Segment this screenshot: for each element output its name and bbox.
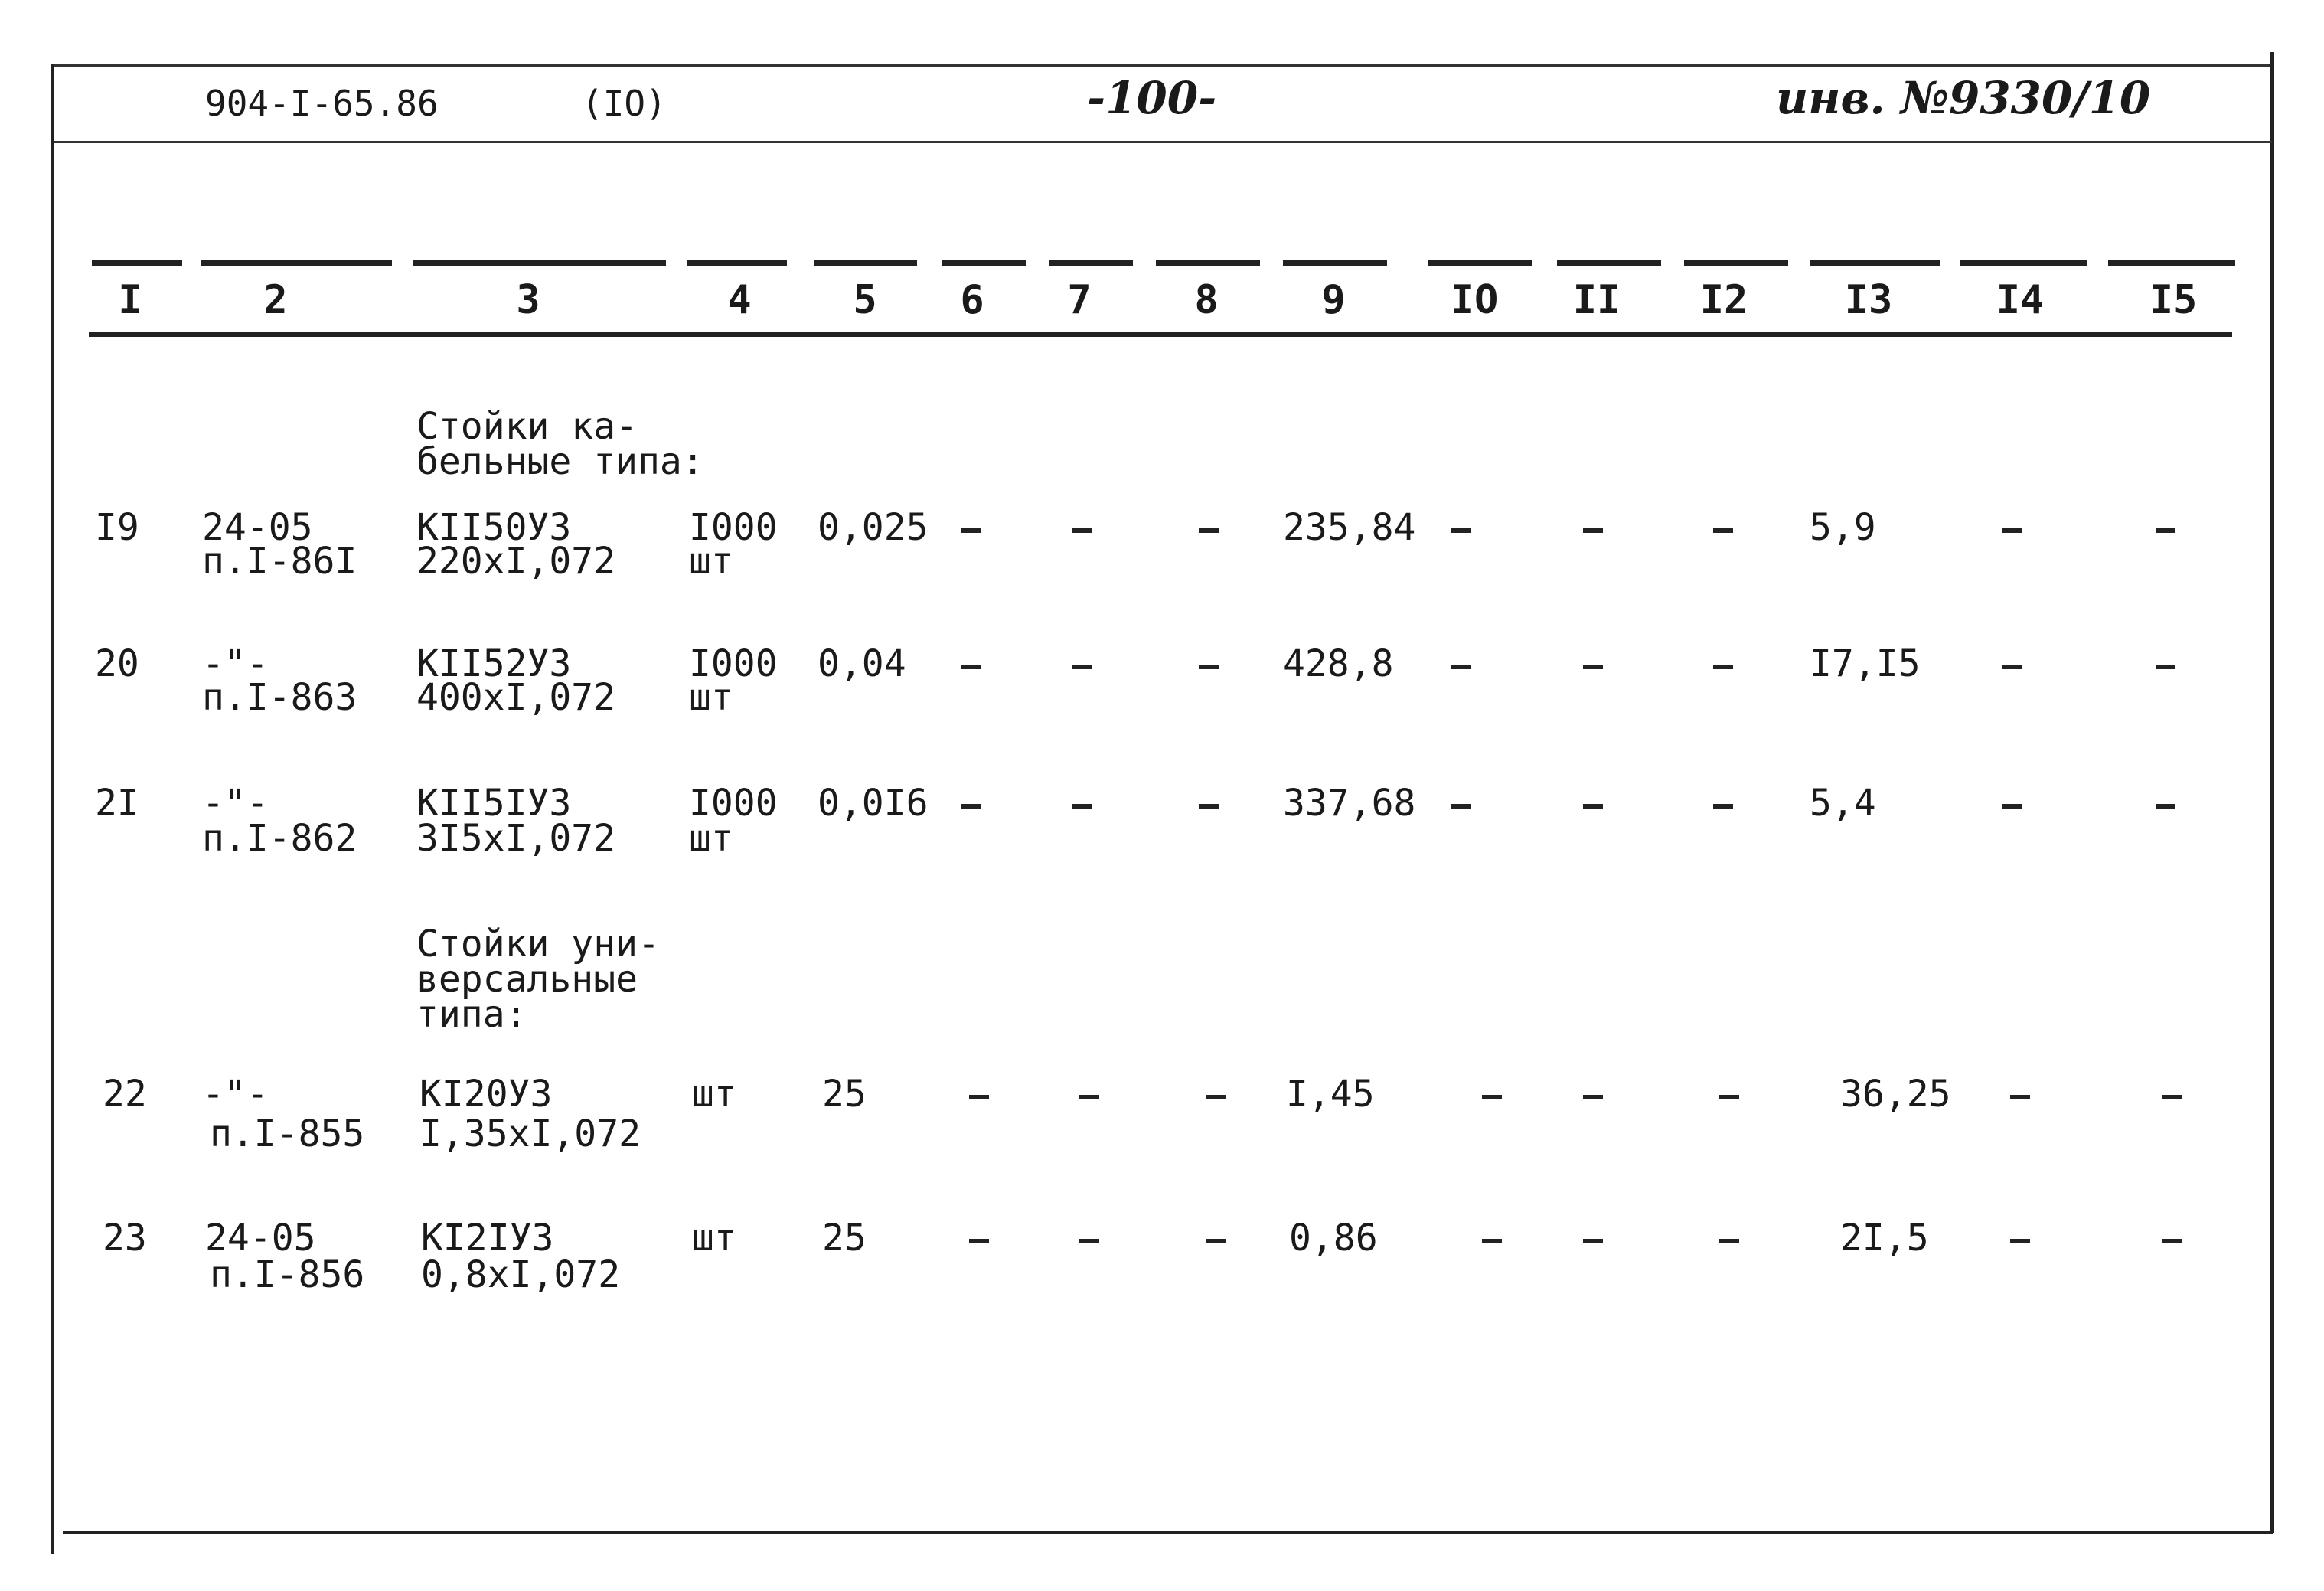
column-number-15: I5	[2149, 277, 2198, 323]
dash-mark	[2002, 665, 2022, 669]
row-number: 2I	[95, 782, 139, 825]
column-number-8: 8	[1194, 277, 1219, 323]
dash-mark	[2010, 1095, 2030, 1099]
dash-mark	[1583, 665, 1603, 669]
item-mark: КI2IУ3	[421, 1217, 554, 1259]
dash-mark	[1206, 1095, 1226, 1099]
reference-code: -"-	[202, 1073, 269, 1116]
dash-mark	[1482, 1239, 1502, 1243]
group-title-line: бельные типа:	[416, 440, 704, 483]
column-number-13: I3	[1844, 277, 1893, 323]
group-title-line: Стойки ка-	[416, 405, 638, 448]
dash-mark	[961, 804, 981, 809]
dash-mark	[1199, 804, 1219, 809]
dash-mark	[969, 1095, 989, 1099]
dash-mark	[1583, 528, 1603, 533]
column-number-7: 7	[1067, 277, 1092, 323]
row-number: 23	[103, 1217, 147, 1259]
column-9-value: 428,8	[1283, 642, 1394, 685]
reference-item: п.I-856	[210, 1253, 365, 1296]
dash-mark	[1583, 804, 1603, 809]
reference-item: п.I-855	[210, 1112, 365, 1155]
inventory-number: инв. №9330/10	[1776, 72, 2151, 124]
dash-mark	[1713, 528, 1733, 533]
dash-mark	[1719, 1095, 1739, 1099]
item-size: 0,8хI,072	[421, 1253, 621, 1296]
column-number-5: 5	[853, 277, 877, 323]
column-number-12: I2	[1699, 277, 1748, 323]
group-title-line: Стойки уни-	[416, 923, 660, 965]
group-title-line: типа:	[416, 993, 527, 1036]
item-mark: КII5IУ3	[416, 782, 572, 825]
unit-label: шт	[689, 817, 733, 860]
frame-left-border	[51, 64, 54, 1554]
frame-top-border	[51, 64, 2272, 67]
dash-mark	[2002, 804, 2022, 809]
column-number-3: 3	[516, 277, 540, 323]
row-number: 22	[103, 1073, 147, 1116]
unit-label: шт	[692, 1217, 736, 1259]
header-divider	[54, 141, 2272, 143]
dash-mark	[1583, 1239, 1603, 1243]
column-9-value: 235,84	[1283, 506, 1416, 549]
row-number: 20	[95, 642, 139, 685]
unit-quantity: I000	[689, 506, 778, 549]
column-number-11: II	[1572, 277, 1621, 323]
dash-mark	[2010, 1239, 2030, 1243]
column-5-value: 25	[822, 1073, 867, 1116]
page-number: -100-	[1087, 72, 1217, 124]
unit-label: шт	[692, 1073, 736, 1116]
dash-mark	[1079, 1239, 1099, 1243]
column-9-value: I,45	[1286, 1073, 1375, 1116]
dash-mark	[1482, 1095, 1502, 1099]
item-mark: КII52У3	[416, 642, 572, 685]
dash-mark	[1079, 1095, 1099, 1099]
column-number-14: I4	[1996, 277, 2045, 323]
item-mark: КI20У3	[419, 1073, 553, 1116]
group-title-line: версальные	[416, 958, 638, 1001]
sheet-reference: (IO)	[582, 83, 667, 124]
dash-mark	[961, 665, 981, 669]
dash-mark	[1583, 1095, 1603, 1099]
column-header-underline	[89, 332, 2232, 337]
item-size: 220хI,072	[416, 540, 616, 583]
column-5-value: 0,04	[818, 642, 906, 685]
column-number-1: I	[118, 277, 142, 323]
column-9-value: 0,86	[1289, 1217, 1378, 1259]
frame-bottom-border	[63, 1531, 2273, 1534]
dash-mark	[2002, 528, 2022, 533]
dash-mark	[2156, 528, 2175, 533]
dash-mark	[1451, 804, 1471, 809]
dash-mark	[1199, 665, 1219, 669]
column-number-4: 4	[727, 277, 752, 323]
dash-mark	[1713, 665, 1733, 669]
document-code: 904-I-65.86	[205, 83, 439, 124]
column-number-6: 6	[960, 277, 984, 323]
dash-mark	[961, 528, 981, 533]
row-number: I9	[95, 506, 139, 549]
dash-mark	[1451, 665, 1471, 669]
dash-mark	[1719, 1239, 1739, 1243]
dash-mark	[969, 1239, 989, 1243]
dash-mark	[1199, 528, 1219, 533]
item-size: 400хI,072	[416, 676, 616, 719]
reference-code: 24-05	[202, 506, 313, 549]
column-13-value: I7,I5	[1810, 642, 1921, 685]
dash-mark	[2156, 665, 2175, 669]
column-5-value: 0,0I6	[818, 782, 929, 825]
column-13-value: 36,25	[1840, 1073, 1951, 1116]
item-mark: КII50У3	[416, 506, 572, 549]
column-number-9: 9	[1321, 277, 1346, 323]
unit-label: шт	[689, 540, 733, 583]
column-number-2: 2	[263, 277, 288, 323]
reference-code: 24-05	[205, 1217, 316, 1259]
dash-mark	[1072, 665, 1092, 669]
dash-mark	[1206, 1239, 1226, 1243]
reference-code: -"-	[202, 782, 269, 825]
dash-mark	[1072, 528, 1092, 533]
item-size: I,35хI,072	[419, 1112, 641, 1155]
dash-mark	[2162, 1239, 2182, 1243]
column-13-value: 5,4	[1810, 782, 1876, 825]
column-13-value: 2I,5	[1840, 1217, 1929, 1259]
column-5-value: 25	[822, 1217, 867, 1259]
unit-quantity: I000	[689, 642, 778, 685]
column-number-10: IO	[1450, 277, 1499, 323]
frame-right-border	[2270, 52, 2274, 1533]
dash-mark	[2162, 1095, 2182, 1099]
column-13-value: 5,9	[1810, 506, 1876, 549]
dash-mark	[2156, 804, 2175, 809]
column-9-value: 337,68	[1283, 782, 1416, 825]
reference-item: п.I-86I	[202, 540, 357, 583]
unit-label: шт	[689, 676, 733, 719]
reference-code: -"-	[202, 642, 269, 685]
dash-mark	[1713, 804, 1733, 809]
reference-item: п.I-862	[202, 817, 357, 860]
unit-quantity: I000	[689, 782, 778, 825]
reference-item: п.I-863	[202, 676, 357, 719]
dash-mark	[1072, 804, 1092, 809]
dash-mark	[1451, 528, 1471, 533]
item-size: 3I5хI,072	[416, 817, 616, 860]
column-5-value: 0,025	[818, 506, 929, 549]
